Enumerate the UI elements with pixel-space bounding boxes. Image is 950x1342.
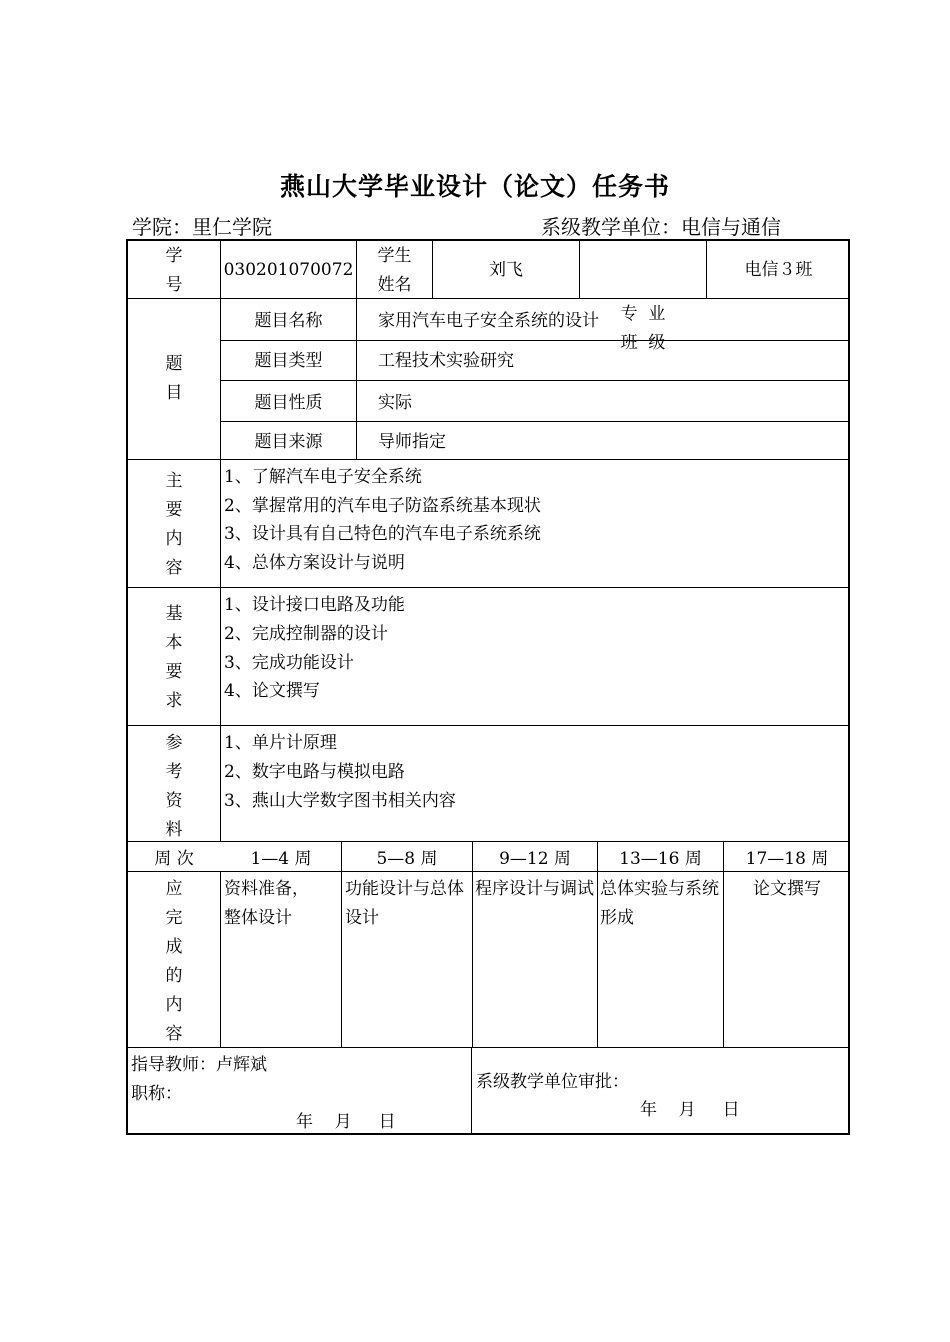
rule [128, 1047, 850, 1048]
topic-section-label: 题 目 [165, 354, 183, 403]
task-cell: 程序设计与调试 [475, 879, 594, 899]
list-item: 2、完成控制器的设计 [224, 624, 388, 644]
topic-row-value: 家用汽车电子安全系统的设计 [378, 311, 599, 331]
rule [471, 1047, 472, 1135]
task-cell: 资料准备，整体设计 [224, 879, 309, 928]
rule [221, 380, 850, 381]
class-value: 电信３班 [744, 260, 813, 280]
list-item: 2、掌握常用的汽车电子防盗系统基本现状 [224, 496, 541, 516]
list-item: 4、论文撰写 [224, 681, 320, 701]
list-item: 1、了解汽车电子安全系统 [224, 467, 422, 487]
task-label: 应 完 成 的 内 容 [165, 879, 183, 1044]
topic-row-label: 题目性质 [254, 393, 323, 413]
department-line: 系级教学单位：电信与通信 [541, 215, 781, 239]
advisor-title-line: 职称： [131, 1084, 182, 1104]
topic-row-label: 题目名称 [254, 311, 323, 331]
student-name-value: 刘飞 [489, 260, 523, 280]
date-left: 年 月 日 [296, 1112, 396, 1132]
task-cell: 总体实验与系统形成 [600, 879, 719, 928]
list-item: 3、设计具有自己特色的汽车电子系统系统 [224, 524, 541, 544]
list-item: 1、设计接口电路及功能 [224, 595, 405, 615]
requirements-label: 基 本 要 求 [165, 604, 183, 711]
week-header: 13—16 周 [619, 849, 702, 869]
main-content-label: 主 要 内 容 [165, 471, 183, 578]
rule [128, 587, 850, 588]
week-header: 5—8 周 [376, 849, 438, 869]
date-right: 年 月 日 [640, 1100, 740, 1120]
list-item: 3、燕山大学数字图书相关内容 [224, 791, 456, 811]
advisor-line: 指导教师：卢辉斌 [131, 1055, 267, 1075]
rule [128, 725, 850, 726]
class-label: 专 业 班 级 [620, 304, 666, 353]
week-label: 周 次 [154, 849, 194, 869]
document-title: 燕山大学毕业设计（论文）任务书 [279, 172, 670, 201]
list-item: 2、数字电路与模拟电路 [224, 762, 405, 782]
student-id-value: 030201070072 [223, 260, 354, 280]
task-cell: 论文撰写 [753, 879, 821, 899]
references-label: 参 考 资 料 [165, 733, 183, 840]
week-header: 17—18 周 [745, 849, 829, 869]
topic-row-label: 题目类型 [254, 351, 323, 371]
student-name-label: 学生 姓名 [377, 246, 412, 295]
rule [128, 298, 850, 299]
topic-row-value: 实际 [378, 393, 412, 413]
topic-row-label: 题目来源 [254, 432, 323, 452]
week-header: 9—12 周 [499, 849, 571, 869]
list-item: 1、单片计原理 [224, 733, 337, 753]
list-item: 4、总体方案设计与说明 [224, 553, 405, 573]
task-table [126, 239, 850, 1135]
college-line: 学院：里仁学院 [132, 215, 272, 239]
rule [221, 421, 850, 422]
approval-line: 系级教学单位审批： [476, 1072, 629, 1092]
topic-row-value: 导师指定 [378, 432, 446, 452]
list-item: 3、完成功能设计 [224, 653, 354, 673]
task-cell: 功能设计与总体设计 [345, 879, 464, 928]
rule [128, 459, 850, 460]
topic-row-value: 工程技术实验研究 [378, 351, 514, 371]
student-id-label: 学 号 [165, 246, 183, 295]
rule [220, 871, 221, 1047]
week-header: 1—4 周 [250, 849, 312, 869]
rule [128, 841, 850, 842]
rule [221, 340, 850, 341]
